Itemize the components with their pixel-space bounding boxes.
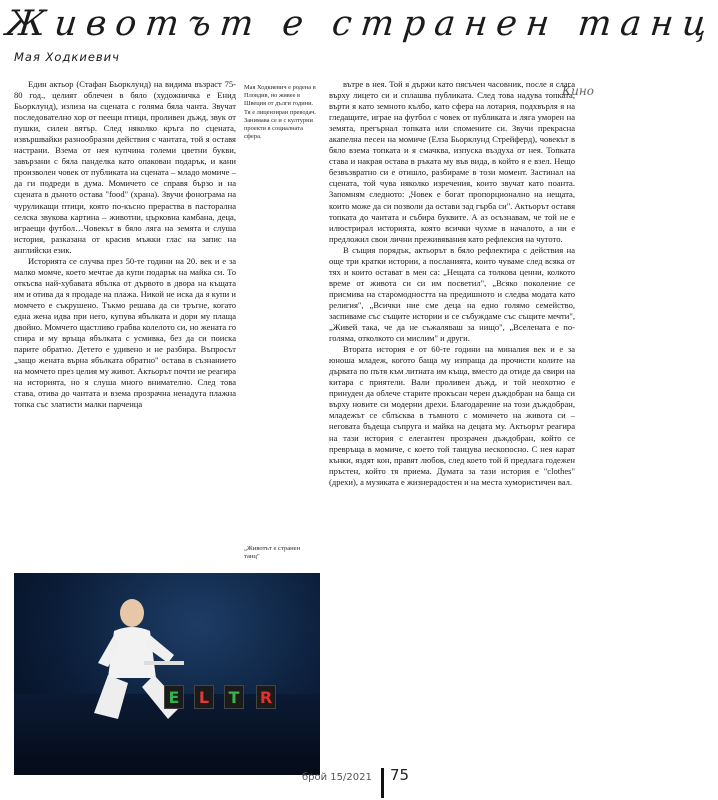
page-number: 75 [390,766,410,784]
photo-caption: „Животът е странен танц" [244,545,301,561]
article-author: Мая Ходкиевич [14,50,120,64]
article-column-left [14,79,236,563]
stage-letter: T [224,685,244,709]
paragraph: вътре в нея. Той я държи като пясъчен часовник, после я слага върху лицето си и сплашва публиката. След това надува топката, върти я като земното кълбо, като сфера на лотария, подхвърля я на гледащите, играе на футбол с човек от публиката и ляга уморен на земята, прегърнал топката или спомените си. Звучи прекрасна акапелна песен на момиче (Елза Бьорклунд Стрейферд), човекът в бяло взема топката и я смачква, изпуска въздуха от нея. Топката става и накрая остава в ръката му във вида, в който я е взел. Нещо безвъзвратно си е отишло, разбираме в този момент. Застинал на сцената, той чува няколко изречения, които звучат като поанта. Запомням следното: „Човек е богат пропорционално на нещата, които може да си позволи да остави зад гърба си". Актьорът оставя топката до чантата и събира буквите. А аз осъзнавам, че той не е илюстрирал историята, която всички чухме в началото, а ни е предложил свои лични преживявания като рефлексия на чутото. [329,79,575,244]
stage-letter: L [194,685,214,709]
paragraph: Втората история е от 60-те години на миналия век и е за юношa младеж, когото баща му изпраща да прочисти колите на дървата по пътя към литната им къща, вместо да отиде да свири на китара с приятели. Вали проливен дъжд, и той неохотно е принуден да облече старите прокъсан черен дъждобран на баща си върху новите си модерни дрехи. Благодарение на този дъждобран, младежът се сблъсква в тъмното с момичето на живота си – неговата бъдеща съпруга и майка на децата му. Актьорът реагира на тази история с елегантен прозрачен дъждобран, който се превръща в момиче, с което той танцува нескопосно. С нея карат кънки, яздят кон, правят любов, след което той й предлага годежен пръстен, който тя приема. Думата за тази история е "clothes" (дрехи), а музиката е жизнерадостен и на места хумористичен вал. [329,344,575,487]
article-column-right [329,79,575,774]
article-title: Животът е странен танц [4,4,718,44]
paragraph: Историята се случва през 50-те години на 20. век и е за малко момче, което мечтае да купи подарък на майка си. То откъсва най-хубавата ябълка от дървото в двора на къщата им и отива да я продаде на плажа. Никой не иска да я купи и момчето е съкрушено. Тъкмо решава да си тръгне, когато една жена идва при него, купува ябълката и дори му плаща двойно. Момчето щастливо грабва колелото си, но жената го спира и му връща ябълката с усмивка, без да си поиска парите обратно. Детето е удивено и не разбира. Въпросът „защо жената върна ябълката обратно" остава в съзнанието на момчето през целия му живот. Актьорът почти не реагира на историята, но я слуша много внимателно. След това става, отива до чантата и взема прозрачна ненадута плажна топка със златисти малки парченца [14,255,236,410]
author-bio: Мая Ходкиевич е родена в Пловдив, но живее в Швеция от дълги години. Тя е лицензиран преводач. Занимава се и с културни проекти в социалната сфера. [244,84,316,141]
magazine-logo: Кино [561,84,594,98]
issue-number: брой 15/2021 [302,772,372,783]
paragraph: В същия порядък, актьорът в бяло рефлектира с действия на още три кратки истории, а посланията, които чуваме след всяка от тях и които остават в мен са: „Нещата са толкова ценни, колкото време от живота си си им посветил", „Всяко поколение се присмива на старомодността на предишното и следва модата като религия", „Всички ние сме деца на едно голямо семейство, заспиваме със същите истории и се събуждаме със същите мечти", „Живей така, че да не съжаляваш за нищо", „Вселената е по-голяма, отколкото си мислим" и други. [329,244,575,344]
paragraph: Един актьор (Стафан Бьорклунд) на видима възраст 75-80 год., целият облечен в бяло (художничка е Енид Бьорклунд), излиза на сцената с голяма бяла чанта. Звучат последователно хор от пеещи птици, проливен дъжд, звук от пушки, силен вятър. След няколко кръга по сцената, извършвайки разнообразни действия с чантата, той я оставя настрани. Взема от нея купчина големи цветни букви, завързани с бяла панделка като опакован подарък, и кани произволен човек от публиката на сцената – младо момиче – да ги подреди в дума. Момичето се справя бързо и на сцената в дъното остава "food" (храна). Звучи фонограма на чуруликащи птици, която по-късно прераства в пасторална селска звукова картина – животни, църковна камбана, деца, играещи футбол…Човекът в бяло ляга на земята и слуша история, разказана от красив мъжки глас на запис на английски език. [14,79,236,255]
stage-letter: R [256,685,276,709]
actor-figure [84,593,194,743]
stage-letter: E [164,685,184,709]
footer-divider [381,768,384,798]
stage-photo [14,573,320,775]
